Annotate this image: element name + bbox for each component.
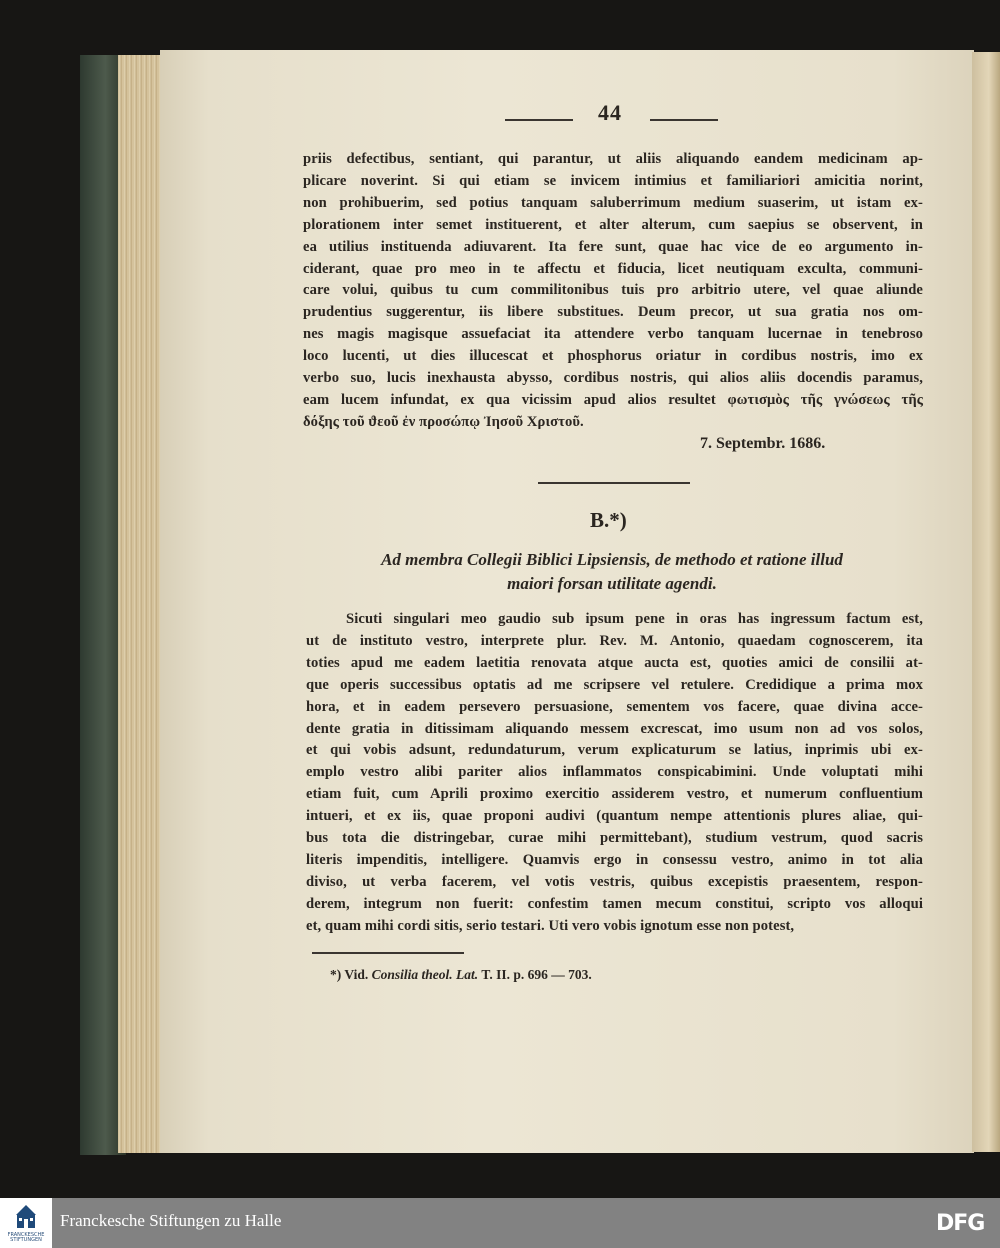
text-line: et, quam mihi cordi sitis, serio testari. Uti vero vobis ignotum esse non potest, — [306, 917, 795, 934]
text-line: ciderant, quae pro meo in te affectu et fiducia, licet neutiquam exculta, communi- — [303, 260, 923, 277]
text-line: care volui, quibus tu cum commilitonibus tuis pro arbitrio utere, vel quae aliunde — [303, 282, 923, 299]
section-title-line-2: maiori forsan utilitate agendi. — [507, 574, 717, 593]
text-line: hora, et in eadem persevero persuasione, sementem vos facere, quae divina acce- — [306, 698, 923, 715]
text-line: literis impenditis, intelligere. Quamvis ergo in consessu vestro, animo in tot alia — [306, 851, 923, 868]
text-line: etiam fuit, cum Aprili proximo exercitio assiderem vestro, et numerum confluentium — [306, 786, 923, 803]
text-line: verbo suo, lucis inexhausta abysso, cordibus nostris, qui alios aliis docendis paramus, — [303, 370, 923, 387]
institution-name[interactable]: Franckesche Stiftungen zu Halle — [60, 1211, 282, 1230]
section-title — [300, 548, 924, 596]
text-line: Sicuti singulari meo gaudio sub ipsum pene in oras has ingressum factum est, — [346, 611, 923, 627]
paragraph-continuation — [303, 149, 923, 434]
text-line: δόξης τοῦ ϑεοῦ ἐν προσώπῳ Ἰησοῦ Χριστοῦ. — [303, 413, 584, 430]
text-line: plicare noverint. Si qui etiam se invicem intimius et familiariori amicitia norint, — [303, 172, 923, 189]
text-line: emplo vestro alibi pariter alios inflammatos conspicabimini. Unde voluptati mihi — [306, 764, 923, 781]
text-line: prudentius suggerentur, iis libere substitues. Deum precor, ut sua gratia nos om- — [303, 304, 923, 321]
text-line: et qui vobis adsunt, redundaturum, verum explicaturum se latius, inprimis ubi ex- — [306, 742, 923, 759]
text-line: plorationem inter semet instituerent, et alter alterum, cum saepius se observent, in — [303, 216, 923, 233]
text-line: dente gratia in ditissimam aliquando messem excrescat, imo usum non ad vos solos, — [306, 720, 923, 737]
text-line: ut de instituto vestro, interprete plur. Rev. M. Antonio, quaedam cognoscerem, ita — [306, 632, 923, 649]
text-line: ea utilius instituenda adiuvarent. Ita fere sunt, quae hac vice de eo argumento in- — [303, 238, 923, 255]
footnote-prefix: *) Vid. — [330, 967, 369, 982]
footnote-source: Consilia theol. Lat. — [371, 967, 479, 982]
text-line: nes magis magisque assuefaciat ita attendere verbo tanquam lucernae in tenebroso — [303, 326, 923, 343]
header-rule-right — [650, 119, 718, 121]
footnote — [330, 967, 592, 983]
text-line: bus tota die distringebar, curae mihi permittebant), studium vestrum, quod sacris — [306, 830, 923, 847]
text-line: non prohibuerim, sed potius tanquam saluberrimum medium suaserim, ut istam ex- — [303, 194, 923, 211]
logo-caption — [3, 1233, 49, 1243]
logo-caption-line-1: FRANCKESCHE — [7, 1232, 45, 1238]
footnote-reference: T. II. p. 696 — 703. — [481, 967, 592, 982]
section-heading: B.*) — [590, 508, 627, 532]
footnote-rule — [312, 952, 464, 954]
section-divider — [538, 482, 690, 484]
letter-date: 7. Septembr. 1686. — [700, 435, 826, 452]
text-line: derem, integrum non fuerit: confestim tamen mecum constitui, scripto vos alloqui — [306, 895, 923, 912]
orphanage-building-icon — [14, 1203, 38, 1229]
text-line: eam lucem infundat, ex qua vicissim apud alios resultet φωτισμὸς τῆς γνώσεως τῆς — [303, 391, 923, 408]
paragraph-main — [306, 609, 923, 938]
next-page-edge — [972, 52, 1000, 1152]
text-line: que operis successibus optatis ad me scripsere vel retulere. Credidique a prima mox — [306, 676, 923, 693]
section-title-line-1: Ad membra Collegii Biblici Lipsiensis, de methodo et ratione illud — [381, 550, 843, 569]
dfg-logo[interactable]: DFG — [936, 1211, 985, 1236]
text-line: toties apud me eadem laetitia renovata atque aucta est, quoties amici de consilii at- — [306, 654, 923, 671]
text-line: intueri, et ex iis, quae proponi audivi (quantum nempe attentionis plures aliae, qui- — [306, 808, 923, 825]
text-line: loco lucenti, ut dies illucescat et phosphorus oriatur in cordibus nostris, imo ex — [303, 348, 923, 365]
text-line: priis defectibus, sentiant, qui parantur, ut aliis aliquando eandem medicinam ap- — [303, 151, 923, 167]
logo-caption-line-2: STIFTUNGEN — [10, 1237, 42, 1243]
text-line: diviso, ut verba facerem, vel votis vestris, quibus excepistis praesentem, respon- — [306, 873, 923, 890]
page-stack-edge — [118, 55, 164, 1153]
page-number: 44 — [598, 100, 622, 125]
